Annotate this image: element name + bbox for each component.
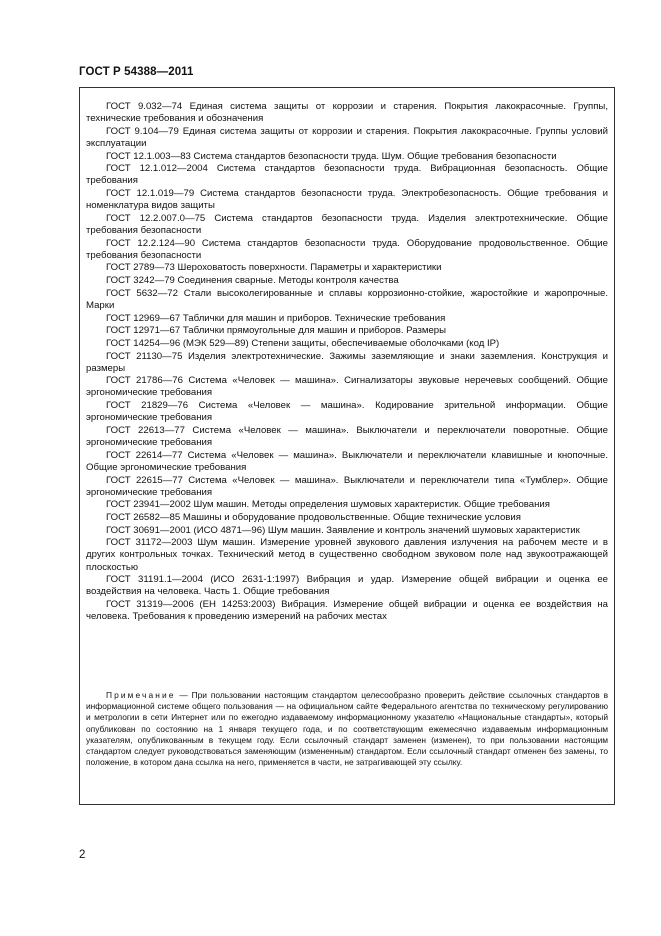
note-paragraph — [86, 690, 608, 768]
reference-item: ГОСТ 12.2.007.0—75 Система стандартов безопасности труда. Изделия электротехнические. Общие требования безопасности — [86, 212, 608, 236]
page-number: 2 — [79, 849, 86, 861]
reference-item: ГОСТ 21829—76 Система «Человек — машина». Кодирование зрительной информации. Общие эргономические требования — [86, 400, 608, 424]
reference-item: ГОСТ 26582—85 Машины и оборудование продовольственные. Общие технические условия — [106, 511, 521, 523]
reference-item: ГОСТ 9.104—79 Единая система защиты от коррозии и старения. Покрытия лакокрасочные. Группы условий эксплуатации — [86, 125, 608, 149]
reference-item: ГОСТ 14254—96 (МЭК 529—89) Степени защиты, обеспечиваемые оболочками (код IP) — [106, 337, 500, 349]
reference-item: ГОСТ 12.1.012—2004 Система стандартов безопасности труда. Вибрационная безопасность. Общие требования — [86, 163, 608, 187]
reference-item: ГОСТ 23941—2002 Шум машин. Методы определения шумовых характеристик. Общие требования — [106, 499, 550, 511]
reference-item: ГОСТ 12.1.003—83 Система стандартов безопасности труда. Шум. Общие требования безопасности — [106, 150, 557, 162]
reference-item: ГОСТ 12.2.124—90 Система стандартов безопасности труда. Оборудование продовольственное. Общие требования безопасности — [86, 237, 608, 261]
reference-item: ГОСТ 31319—2006 (ЕН 14253:2003) Вибрация. Измерение общей вибрации и оценка ее воздействия на человека. Требования к проведению измерений на рабочих местах — [86, 599, 608, 623]
reference-item: ГОСТ 30691—2001 (ИСО 4871—96) Шум машин. Заявление и контроль значений шумовых характеристик — [106, 524, 580, 536]
reference-item: ГОСТ 12971—67 Таблички прямоугольные для машин и приборов. Размеры — [106, 325, 447, 337]
reference-item: ГОСТ 31191.1—2004 (ИСО 2631-1:1997) Вибрация и удар. Измерение общей вибрации и оценка ее воздействия на человека. Часть 1. Общие требования — [86, 574, 608, 598]
normative-references-list — [86, 101, 608, 624]
reference-item: ГОСТ 21130—75 Изделия электротехнические. Зажимы заземляющие и знаки заземления. Конструкция и размеры — [86, 350, 608, 374]
reference-item: ГОСТ 22614—77 Система «Человек — машина». Выключатели и переключатели клавишные и кнопочные. Общие эргономические требования — [86, 449, 608, 473]
reference-item: ГОСТ 21786—76 Система «Человек — машина». Сигнализаторы звуковые неречевых сообщений. Общие эргономические требования — [86, 375, 608, 399]
reference-item: ГОСТ 3242—79 Соединения сварные. Методы контроля качества — [106, 275, 399, 287]
note-label: Примечание — [106, 690, 176, 700]
reference-item: ГОСТ 22615—77 Система «Человек — машина». Выключатели и переключатели типа «Тумблер». Общие эргономические требования — [86, 474, 608, 498]
reference-item: ГОСТ 12.1.019—79 Система стандартов безопасности труда. Электробезопасность. Общие требования и номенклатура видов защиты — [86, 188, 608, 212]
reference-item: ГОСТ 31172—2003 Шум машин. Измерение уровней звукового давления излучения на рабочем месте и в других контрольных точках. Технический метод в существенно свободном звуковом поле над звукоотражающей плоскостью — [86, 537, 608, 573]
reference-item: ГОСТ 9.032—74 Единая система защиты от коррозии и старения. Покрытия лакокрасочные. Группы, технические требования и обозначения — [86, 101, 608, 125]
document-header: ГОСТ Р 54388—2011 — [79, 66, 194, 78]
reference-item: ГОСТ 2789—73 Шероховатость поверхности. Параметры и характеристики — [106, 262, 442, 274]
reference-item: ГОСТ 22613—77 Система «Человек — машина». Выключатели и переключатели поворотные. Общие эргономические требования — [86, 424, 608, 449]
note-text: — При пользовании настоящим стандартом целесообразно проверить действие ссылочных стандартов в информационной системе общего пользования — на официальном сайте Федерального агентства по техническому регулированию и метрологии в сети Интернет или по ежегодно издаваемому информационному указателю «Национальные стандарты», который опубликован по состоянию на 1 января текущего года, и по соответствующим ежемесячно издаваемым информационным указателям, опубликованным в текущем году. Если ссылочный стандарт заменен (изменен), то при пользовании настоящим стандартом следует руководствоваться заменяющим (измененным) стандартом. Если ссылочный стандарт отменен без замены, то положение, в котором дана ссылка на него, применяется в части, не затрагивающей эту ссылку. — [86, 690, 609, 768]
reference-item: ГОСТ 5632—72 Стали высоколегированные и сплавы коррозионно-стойкие, жаростойкие и жаропрочные. Марки — [86, 287, 608, 311]
reference-item: ГОСТ 12969—67 Таблички для машин и приборов. Технические требования — [106, 312, 446, 324]
